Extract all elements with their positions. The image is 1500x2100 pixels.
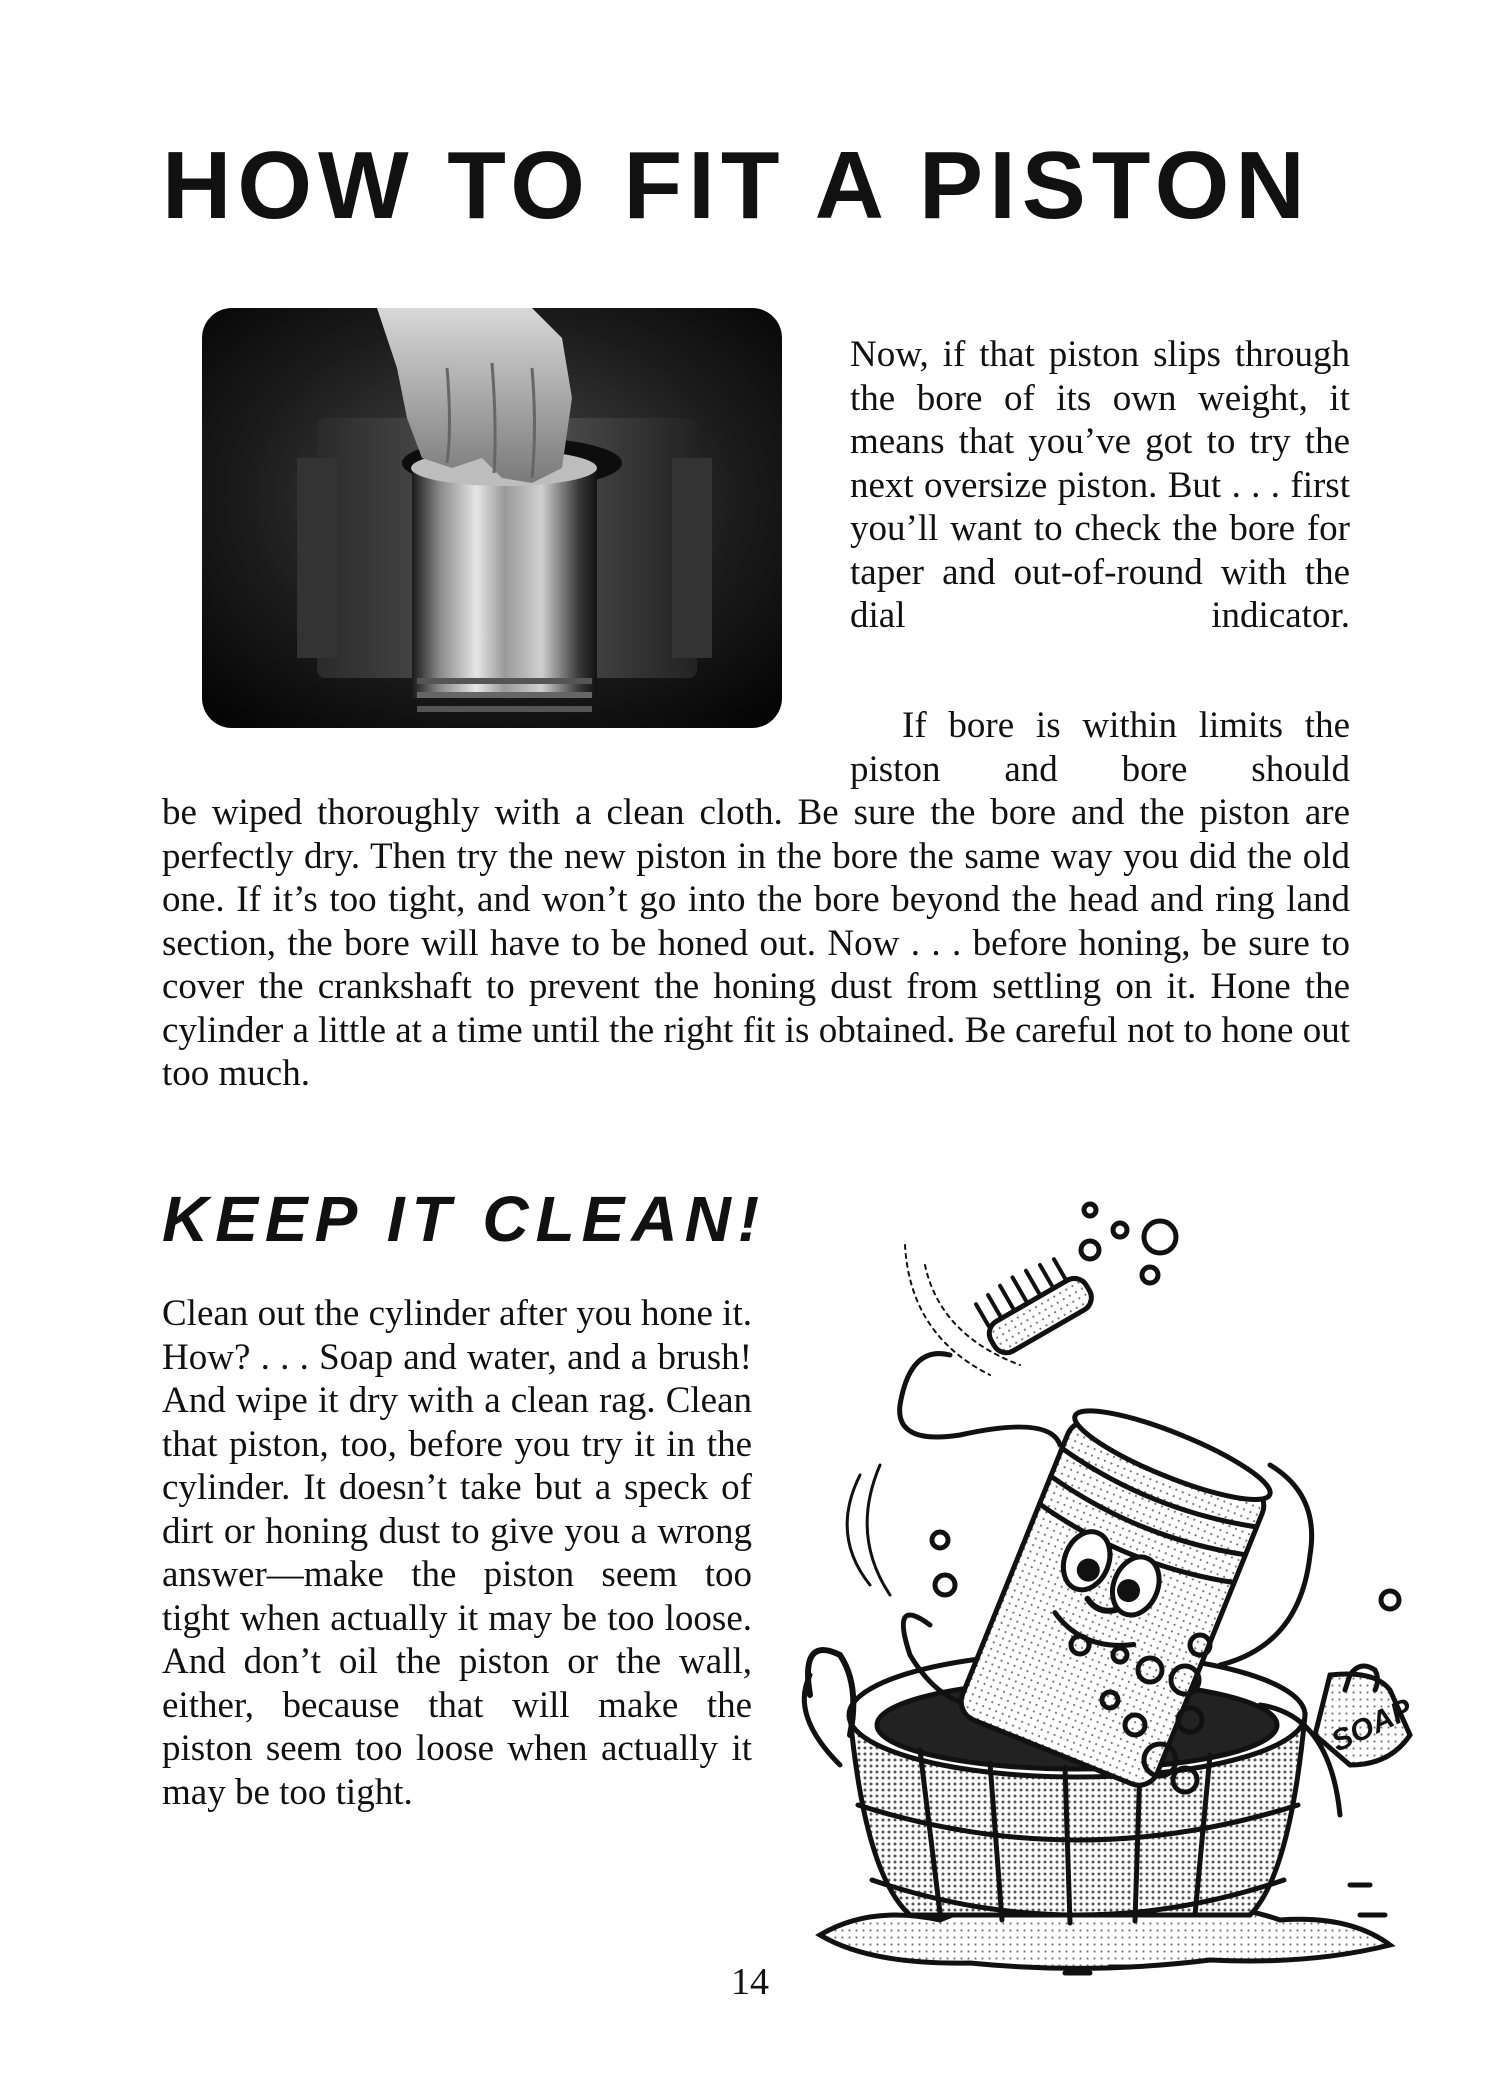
piston-in-bore-image — [202, 308, 782, 728]
page-title: HOW TO FIT A PISTON — [162, 132, 1311, 239]
keep-it-clean-paragraph: Clean out the cylinder after you hone it. How? . . . Soap and water, and a brush! And wipe it dry with a clean rag. Clean that piston, too, before you try it in the cylinder. It doesn’t take but a speck of dirt or honing dust to give you a wrong answer—make the piston seem too tight when actually it may be too loose. And don’t oil the piston or the wall, either, because that will make the piston seem too loose when actually it may be too tight. — [162, 1293, 752, 1813]
soap-label: SOAP — [1326, 1692, 1418, 1759]
piston-fit-photo — [202, 308, 782, 728]
keep-it-clean-heading: KEEP IT CLEAN! — [162, 1183, 767, 1255]
bore-paragraph-start: If bore is within limits the piston and bore should — [850, 705, 1350, 790]
piston-washing-cartoon — [790, 1115, 1420, 1985]
page-number: 14 — [731, 1961, 769, 2003]
intro-paragraph: Now, if that piston slips through the bore of its own weight, it means that you’ve got to try the next oversize piston. But . . . first you’ll want to check the bore for taper and out-of-round with the dial indicator. — [850, 334, 1350, 636]
bore-paragraph-continued: be wiped thoroughly with a clean cloth. Be sure the bore and the piston are perfectly dry. Then try the new piston in the bore the same way you did the old one. If it’s too tight, and won’t go into the bore beyond the head and ring land section, the bore will have to be honed out. Now . . . before honing, be sure to cover the crankshaft to prevent the honing dust from settling on it. Hone the cylinder a little at a time until the right fit is obtained. Be careful not to hone out too much. — [162, 792, 1350, 1094]
